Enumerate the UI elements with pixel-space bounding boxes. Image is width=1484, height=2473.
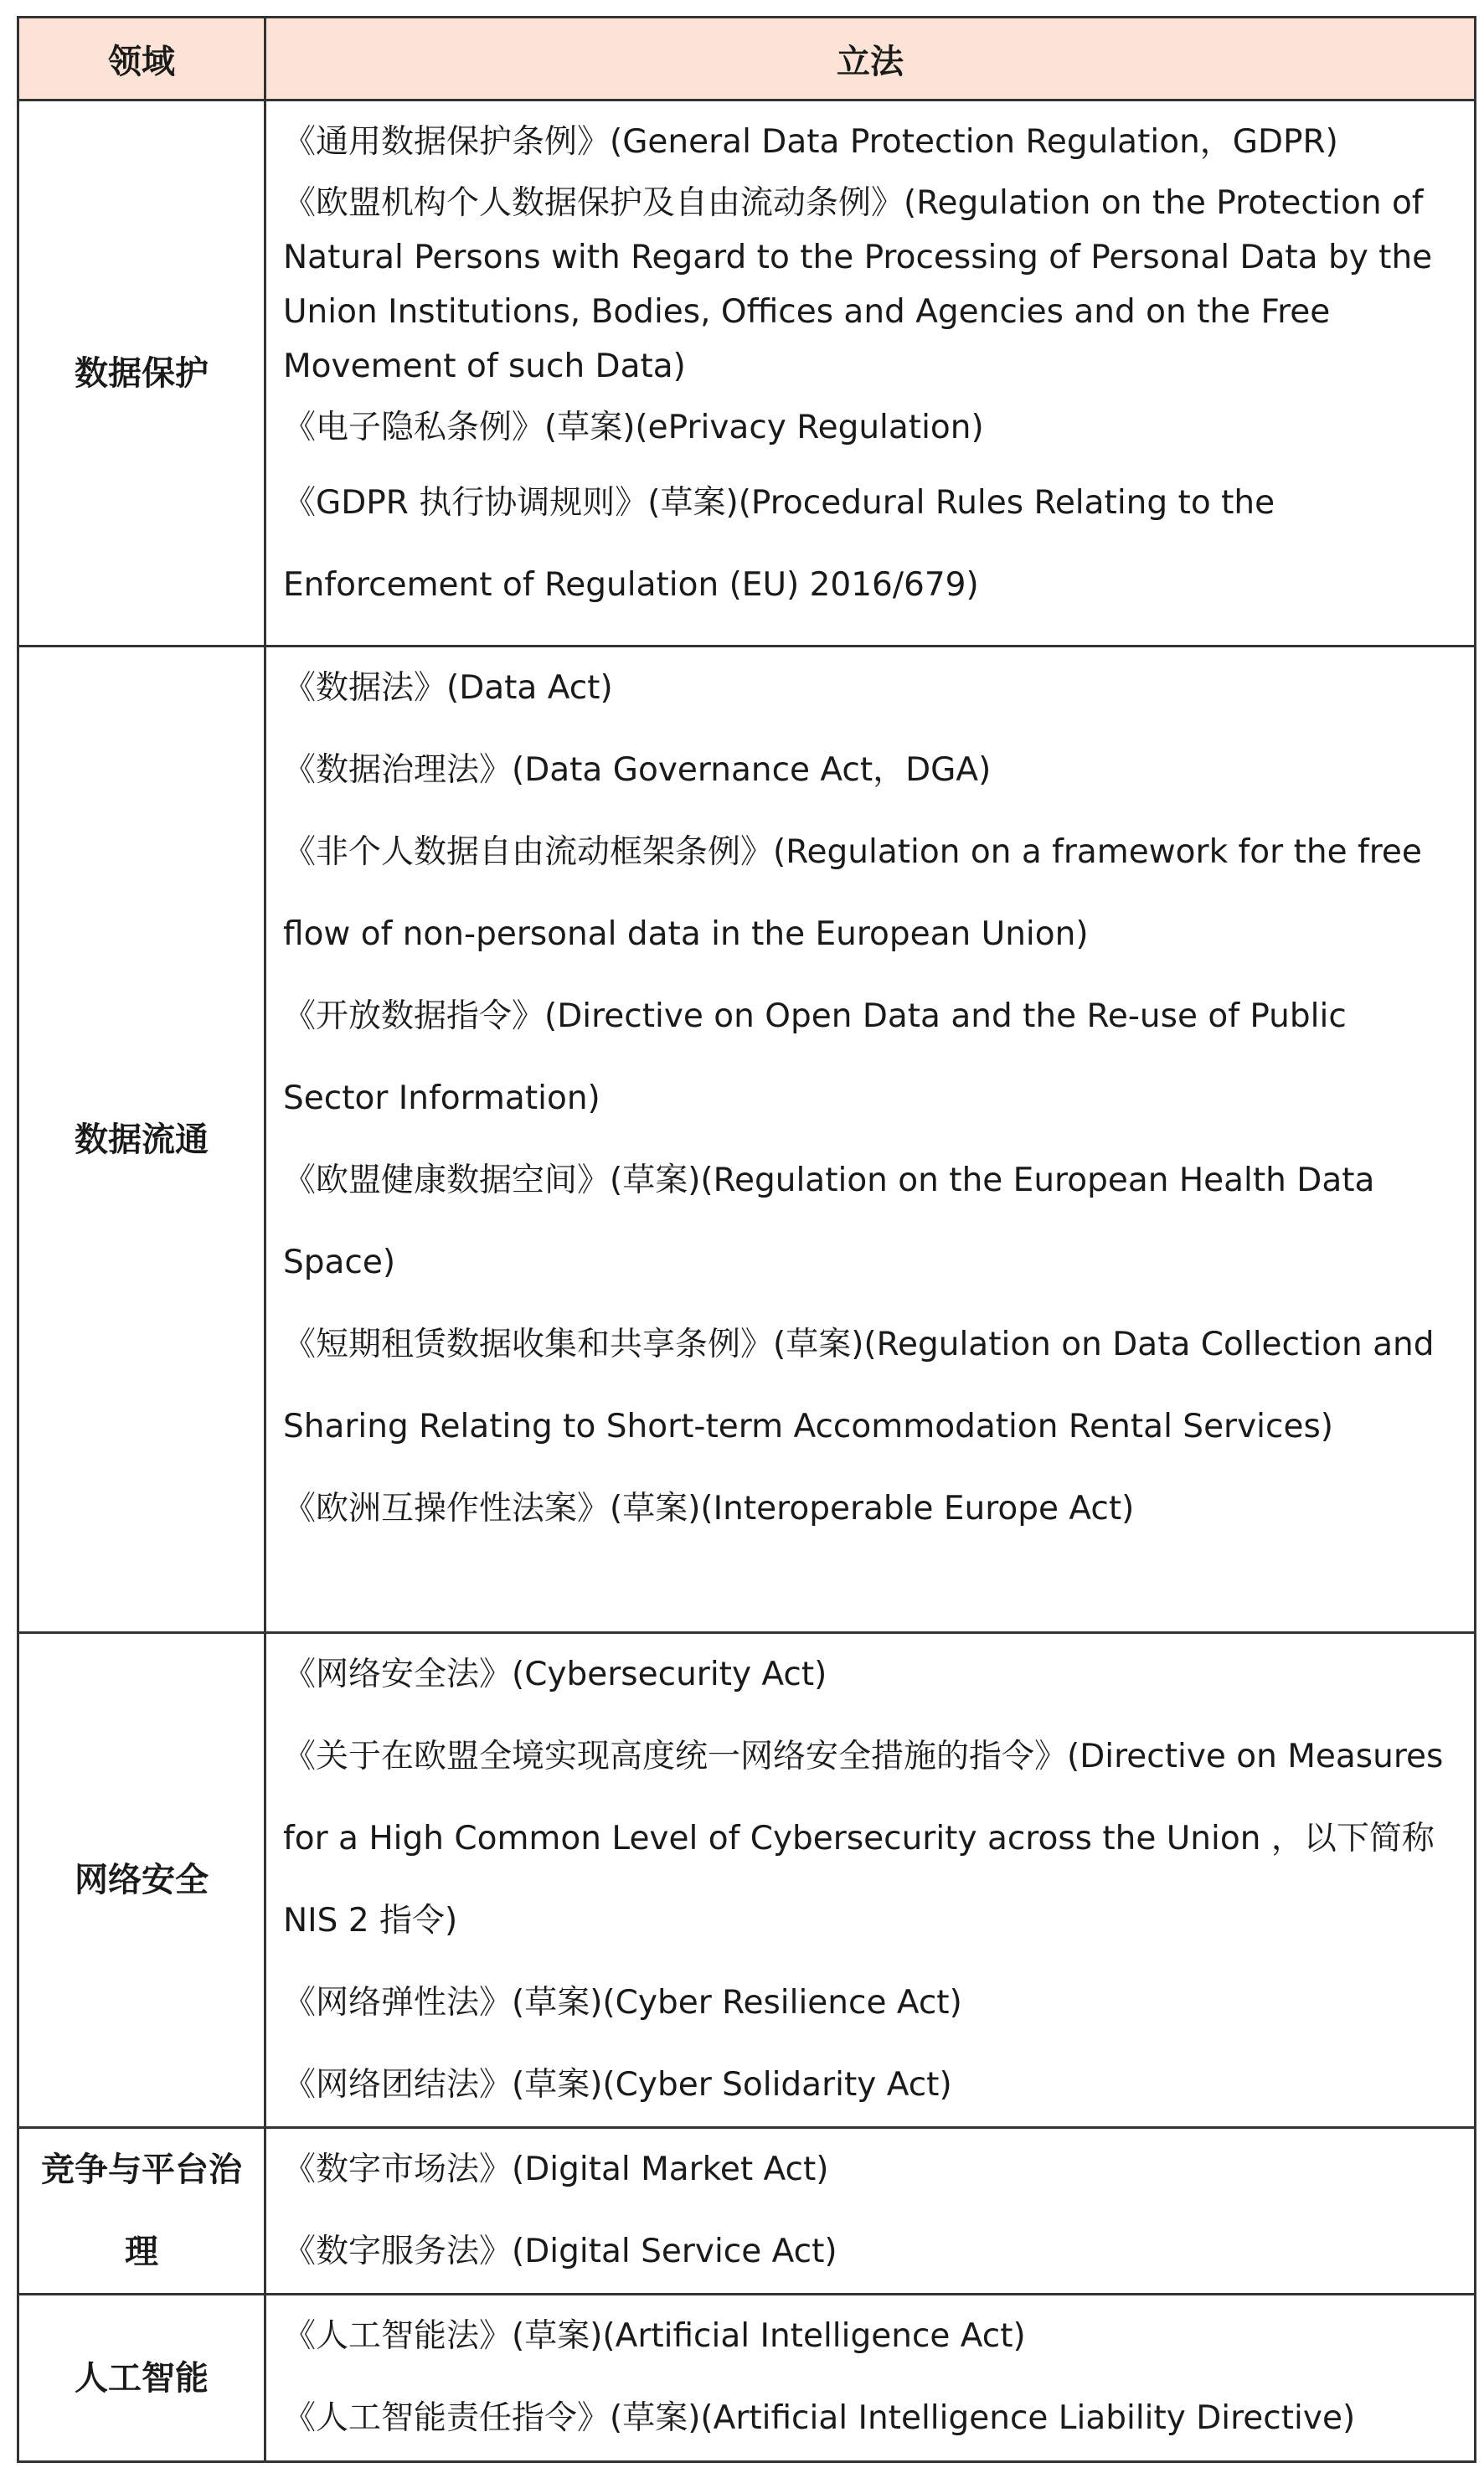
table-row [18, 100, 1476, 647]
law-item: 《数据法》(Data Act) [283, 669, 613, 707]
law-item: 《数字市场法》(Digital Market Act) [283, 2151, 829, 2188]
legislation-table [17, 16, 1476, 2463]
law-item: 《通用数据保护条例》(General Data Protection Regulation，GDPR) [283, 123, 1338, 161]
legislation-cell [265, 2128, 1476, 2295]
header-legislation: 立法 [265, 18, 1476, 100]
legislation-cell [265, 2295, 1476, 2462]
domain-cell: 人工智能 [18, 2295, 265, 2462]
table-row [18, 1633, 1476, 2128]
legislation-cell [265, 647, 1476, 1633]
table-header-row [18, 18, 1476, 100]
law-item: 《非个人数据自由流动框架条例》(Regulation on a framework for the free flow of non-personal data in the European Union) [283, 833, 1422, 953]
legislation-cell [265, 1633, 1476, 2128]
header-domain: 领域 [18, 18, 265, 100]
domain-cell: 网络安全 [18, 1633, 265, 2128]
law-item: 《电子隐私条例》(草案)(ePrivacy Regulation) [283, 409, 984, 446]
law-item: 《欧洲互操作性法案》(草案)(Interoperable Europe Act) [283, 1490, 1135, 1528]
legislation-cell [265, 100, 1476, 647]
law-item: 《人工智能法》(草案)(Artificial Intelligence Act) [283, 2317, 1026, 2355]
table-row [18, 2128, 1476, 2295]
domain-cell: 数据流通 [18, 647, 265, 1633]
law-item: 《关于在欧盟全境实现高度统一网络安全措施的指令》(Directive on Measures for a High Common Level of Cybersecurity across the Union ，以下简称 NIS 2 指令) [283, 1738, 1444, 1940]
law-item: 《短期租赁数据收集和共享条例》(草案)(Regulation on Data Collection and Sharing Relating to Short-term Accommodation Rental Services) [283, 1326, 1435, 1445]
law-item: 《网络团结法》(草案)(Cyber Solidarity Act) [283, 2066, 952, 2104]
table-row [18, 2295, 1476, 2462]
table-row [18, 647, 1476, 1633]
law-item: 《网络弹性法》(草案)(Cyber Resilience Act) [283, 1984, 962, 2022]
domain-cell: 竞争与平台治理 [18, 2128, 265, 2295]
law-item: 《欧盟健康数据空间》(草案)(Regulation on the European Health Data Space) [283, 1162, 1375, 1281]
law-item: 《开放数据指令》(Directive on Open Data and the Re-use of Public Sector Information) [283, 997, 1347, 1117]
law-item: 《人工智能责任指令》(草案)(Artificial Intelligence Liability Directive) [283, 2399, 1356, 2437]
law-item: 《网络安全法》(Cybersecurity Act) [283, 1656, 827, 1693]
law-item: 《数据治理法》(Data Governance Act，DGA) [283, 751, 992, 789]
law-item: 《GDPR 执行协调规则》(草案)(Procedural Rules Relating to the Enforcement of Regulation (EU) 2016/679) [283, 484, 1275, 604]
law-item: 《欧盟机构个人数据保护及自由流动条例》(Regulation on the Protection of Natural Persons with Regard to the Processing of Personal Data by the Union Institutions, Bodies, Offices and Agencies and on the Free Movement of such Data) [283, 184, 1433, 385]
law-item: 《数字服务法》(Digital Service Act) [283, 2233, 837, 2270]
domain-cell: 数据保护 [18, 100, 265, 647]
